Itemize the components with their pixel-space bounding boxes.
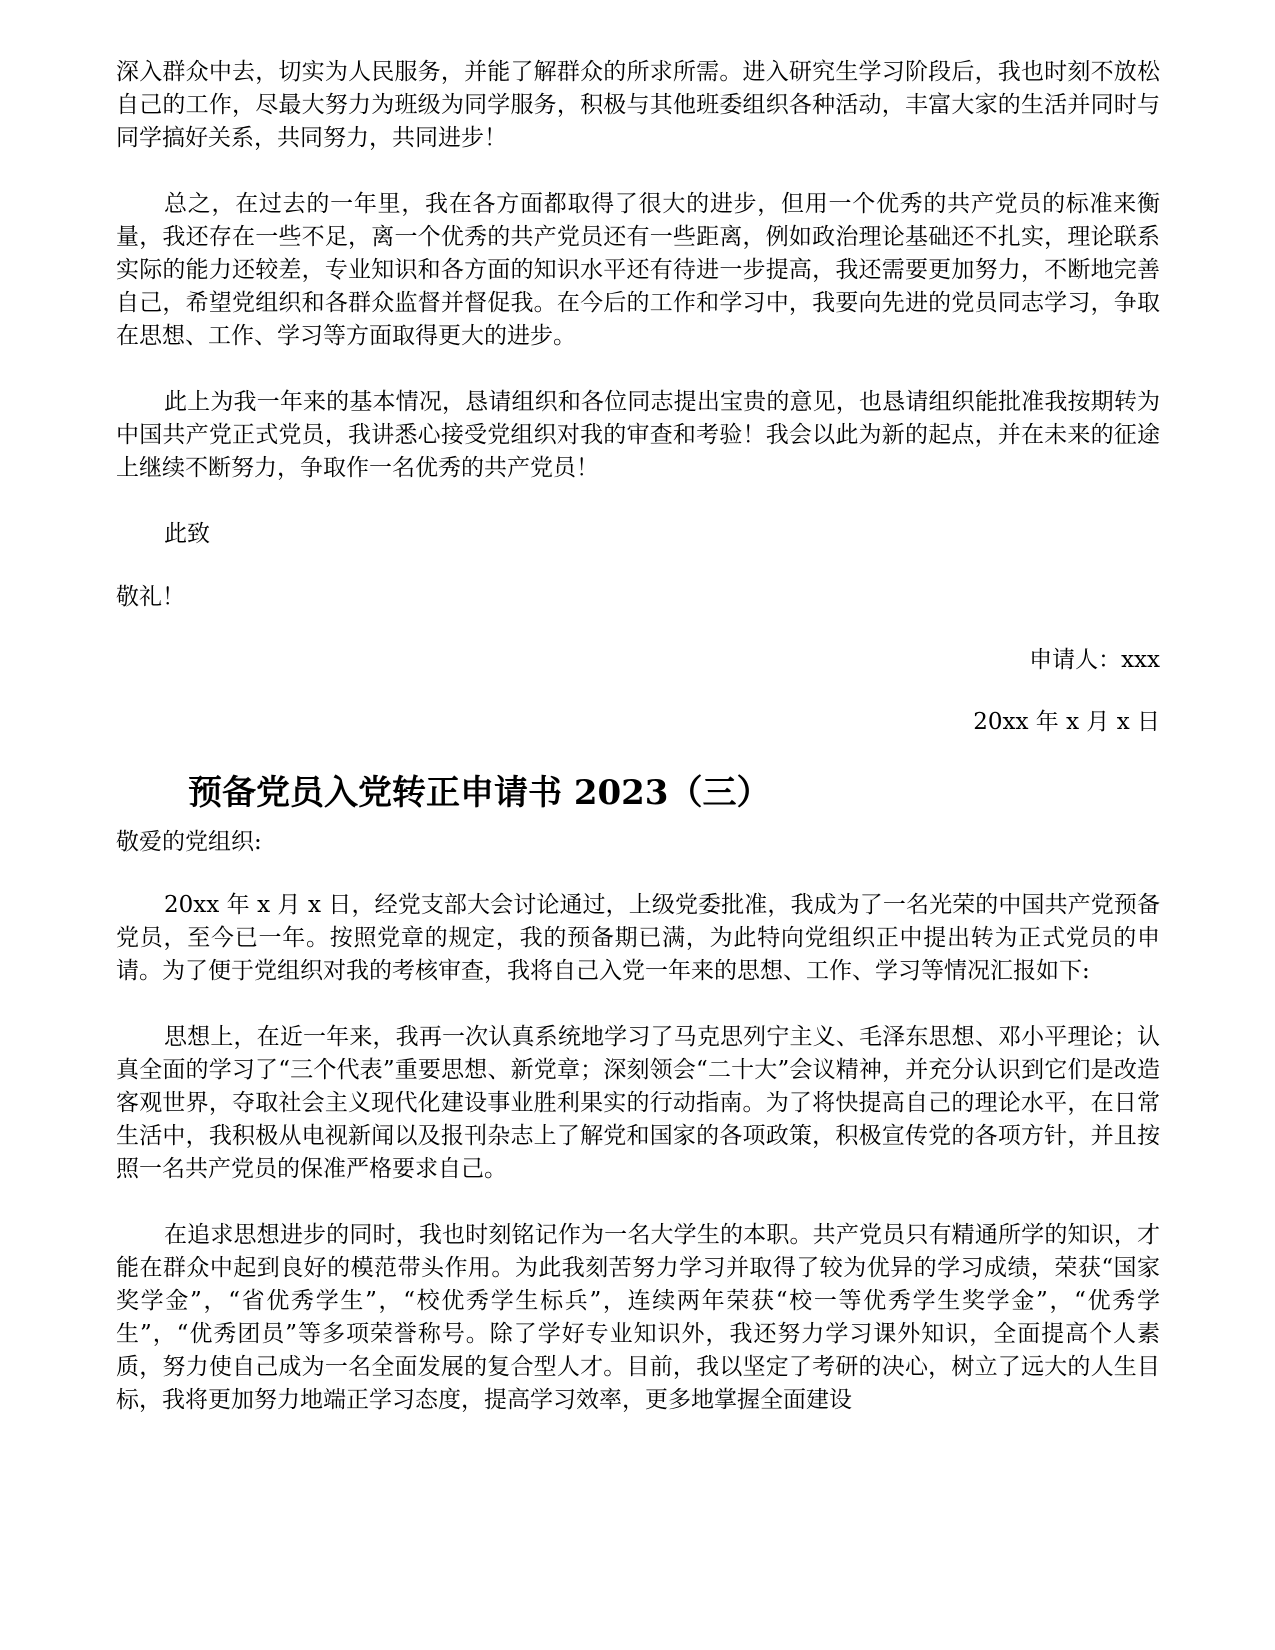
applicant-signature: 申请人：xxx (1029, 647, 1160, 673)
application-date: 20xx 年 x 月 x 日 (973, 709, 1160, 735)
document-page (116, 56, 1160, 1417)
closing-line-2: 敬礼！ (116, 584, 185, 610)
section-title: 预备党员入党转正申请书 2023（三） (188, 773, 771, 813)
section-paragraph-1: 20xx 年 x 月 x 日，经党支部大会讨论通过，上级党委批准，我成为了一名光荣的中国共产党预备党员，至今已一年。按照党章的规定，我的预备期已满，为此特向党组织正中提出转为正式党员的申请。为了便于党组织对我的考核审查，我将自己入党一年来的思想、工作、学习等情况汇报如下: (116, 892, 1160, 984)
section-paragraph-3: 在追求思想进步的同时，我也时刻铭记作为一名大学生的本职。共产党员只有精通所学的知识，才能在群众中起到良好的模范带头作用。为此我刻苦努力学习并取得了较为优异的学习成绩，荣获“国家奖学金”，“省优秀学生”，“校优秀学生标兵”，连续两年荣获“校一等优秀学生奖学金”，“优秀学生”，“优秀团员”等多项荣誉称号。除了学好专业知识外，我还努力学习课外知识，全面提高个人素质，努力使自己成为一名全面发展的复合型人才。目前，我以坚定了考研的决心，树立了远大的人生目标，我将更加努力地端正学习态度，提高学习效率，更多地掌握全面建设 (116, 1222, 1160, 1413)
closing-line-1: 此致 (164, 521, 210, 547)
section-paragraph-2: 思想上，在近一年来，我再一次认真系统地学习了马克思列宁主义、毛泽东思想、邓小平理论；认真全面的学习了“三个代表”重要思想、新党章；深刻领会“二十大”会议精神，并充分认识到它们是改造客观世界，夺取社会主义现代化建设事业胜利果实的行动指南。为了将快提高自己的理论水平，在日常生活中，我积极从电视新闻以及报刊杂志上了解党和国家的各项政策，积极宣传党的各项方针，并且按照一名共产党员的保准严格要求自己。 (116, 1024, 1160, 1182)
salutation: 敬爱的党组织: (116, 829, 262, 855)
request-paragraph: 此上为我一年来的基本情况，恳请组织和各位同志提出宝贵的意见，也恳请组织能批准我按期转为中国共产党正式党员，我讲悉心接受党组织对我的审查和考验！我会以此为新的起点，并在未来的征途上继续不断努力，争取作一名优秀的共产党员！ (116, 389, 1160, 481)
continuation-paragraph: 深入群众中去，切实为人民服务，并能了解群众的所求所需。进入研究生学习阶段后，我也时刻不放松自己的工作，尽最大努力为班级为同学服务，积极与其他班委组织各种活动，丰富大家的生活并同时与同学搞好关系，共同努力，共同进步！ (116, 59, 1160, 151)
summary-paragraph: 总之，在过去的一年里，我在各方面都取得了很大的进步，但用一个优秀的共产党员的标准来衡量，我还存在一些不足，离一个优秀的共产党员还有一些距离，例如政治理论基础还不扎实，理论联系实际的能力还较差，专业知识和各方面的知识水平还有待进一步提高，我还需要更加努力，不断地完善自己，希望党组织和各群众监督并督促我。在今后的工作和学习中，我要向先进的党员同志学习，争取在思想、工作、学习等方面取得更大的进步。 (116, 191, 1160, 349)
